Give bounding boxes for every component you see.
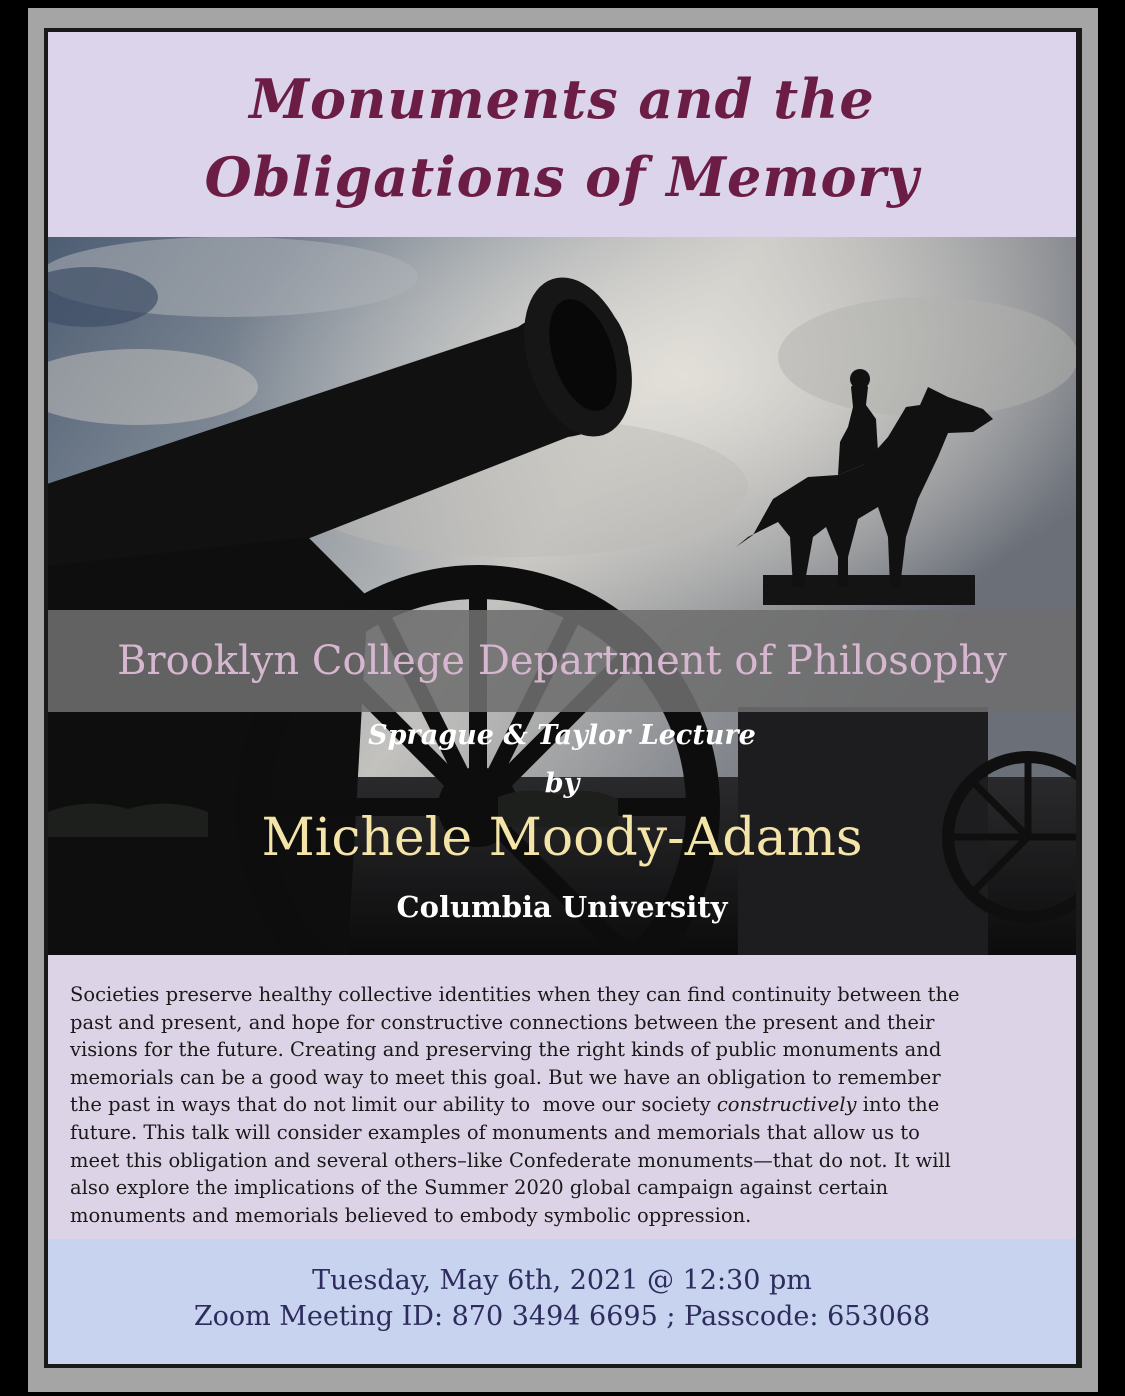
department-name: Brooklyn College Department of Philosophy <box>117 638 1007 684</box>
title-line-1: Monuments and the <box>249 67 875 131</box>
abstract-line: monuments and memorials believed to embody symbolic oppression. <box>70 1203 752 1227</box>
abstract-line <box>70 1091 1060 1119</box>
abstract-line: visions for the future. Creating and preserving the right kinds of public monuments and <box>70 1038 942 1062</box>
abstract-emphasis: constructively <box>716 1093 857 1117</box>
zoom-meeting-info: Zoom Meeting ID: 870 3494 6695 ; Passcode: 653068 <box>193 1301 931 1332</box>
poster-title <box>48 32 1076 216</box>
event-datetime: Tuesday, May 6th, 2021 @ 12:30 pm <box>312 1265 812 1296</box>
department-band <box>48 610 1076 712</box>
abstract-line-5-start: the past in ways that do not limit our ability to move our society <box>70 1093 717 1117</box>
abstract-line: memorials can be a good way to meet this goal. But we have an obligation to remember <box>70 1065 941 1089</box>
speaker-name: Michele Moody-Adams <box>261 808 863 868</box>
event-details <box>48 1239 1076 1364</box>
abstract-line: future. This talk will consider examples of monuments and memorials that allow us to <box>70 1120 920 1144</box>
lecture-by: by <box>544 768 580 799</box>
poster <box>48 32 1076 1364</box>
title-line-2: Obligations of Memory <box>204 145 920 209</box>
abstract-band <box>48 955 1076 1239</box>
lecture-name: Sprague & Taylor Lecture <box>368 720 756 751</box>
abstract-line: also explore the implications of the Summer 2020 global campaign against certain <box>70 1176 889 1200</box>
speaker-affiliation: Columbia University <box>396 890 728 924</box>
abstract-line: Societies preserve healthy collective identities when they can find continuity between the <box>70 983 960 1006</box>
abstract-line-5-tail: into the <box>856 1093 940 1117</box>
abstract-text <box>70 981 1060 1229</box>
abstract-line: past and present, and hope for constructive connections between the present and their <box>70 1010 935 1034</box>
abstract-line: meet this obligation and several others–like Confederate monuments—that do not. It will <box>70 1148 951 1172</box>
title-band <box>48 32 1076 237</box>
